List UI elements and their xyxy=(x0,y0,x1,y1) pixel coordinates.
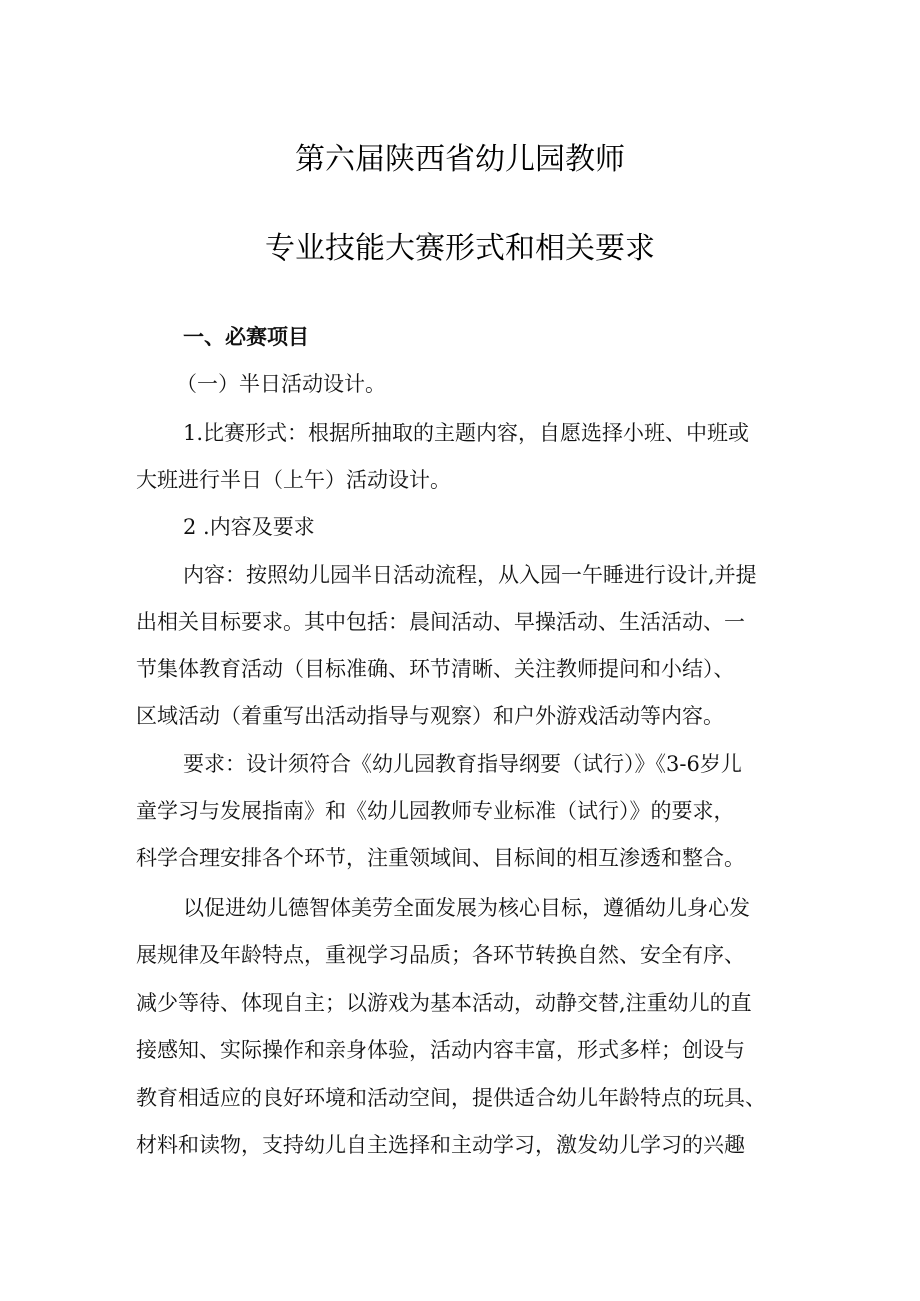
paragraph-line: 教育相适应的良好环境和活动空间，提供适合幼儿年龄特点的玩具、 xyxy=(136,1086,766,1110)
paragraph-line: 减少等待、体现自主；以游戏为基本活动，动静交替,注重幼儿的直 xyxy=(136,991,752,1015)
paragraph-line: 童学习与发展指南》和《幼儿园教师专业标准（试行）》的要求， xyxy=(136,799,735,823)
paragraph-line: 科学合理安排各个环节，注重领域间、目标间的相互渗透和整合。 xyxy=(136,846,745,870)
subsection-heading: （一）半日活动设计。 xyxy=(176,372,386,396)
paragraph-line: 以促进幼儿德智体美劳全面发展为核心目标，遵循幼儿身心发 xyxy=(183,896,750,920)
section-heading: 一、必赛项目 xyxy=(183,325,309,349)
title-line-2: 专业技能大赛形式和相关要求 xyxy=(265,231,655,266)
title-line-1: 第六届陕西省幼儿园教师 xyxy=(295,142,625,177)
item-heading: 2 .内容及要求 xyxy=(183,515,315,539)
paragraph-line: 展规律及年龄特点，重视学习品质；各环节转换自然、安全有序、 xyxy=(136,943,745,967)
paragraph-line: 出相关目标要求。其中包括：晨间活动、早操活动、生活活动、一 xyxy=(136,610,745,634)
paragraph-line: 节集体教育活动（目标准确、环节清晰、关注教师提问和小结）、 xyxy=(136,657,735,681)
paragraph-line: 要求：设计须符合《幼儿园教育指导纲要（试行）》《3-6岁儿 xyxy=(183,752,742,776)
paragraph-line: 1.比赛形式：根据所抽取的主题内容，自愿选择小班、中班或 xyxy=(183,421,750,445)
paragraph-line: 接感知、实际操作和亲身体验，活动内容丰富，形式多样；创设与 xyxy=(136,1038,745,1062)
paragraph-line: 材料和读物，支持幼儿自主选择和主动学习，激发幼儿学习的兴趣 xyxy=(136,1133,745,1157)
paragraph-line: 大班进行半日（上午）活动设计。 xyxy=(136,468,451,492)
paragraph-line: 区域活动（着重写出活动指导与观察）和户外游戏活动等内容。 xyxy=(136,704,724,728)
paragraph-line: 内容：按照幼儿园半日活动流程，从入园一午睡进行设计,并提 xyxy=(183,563,757,587)
